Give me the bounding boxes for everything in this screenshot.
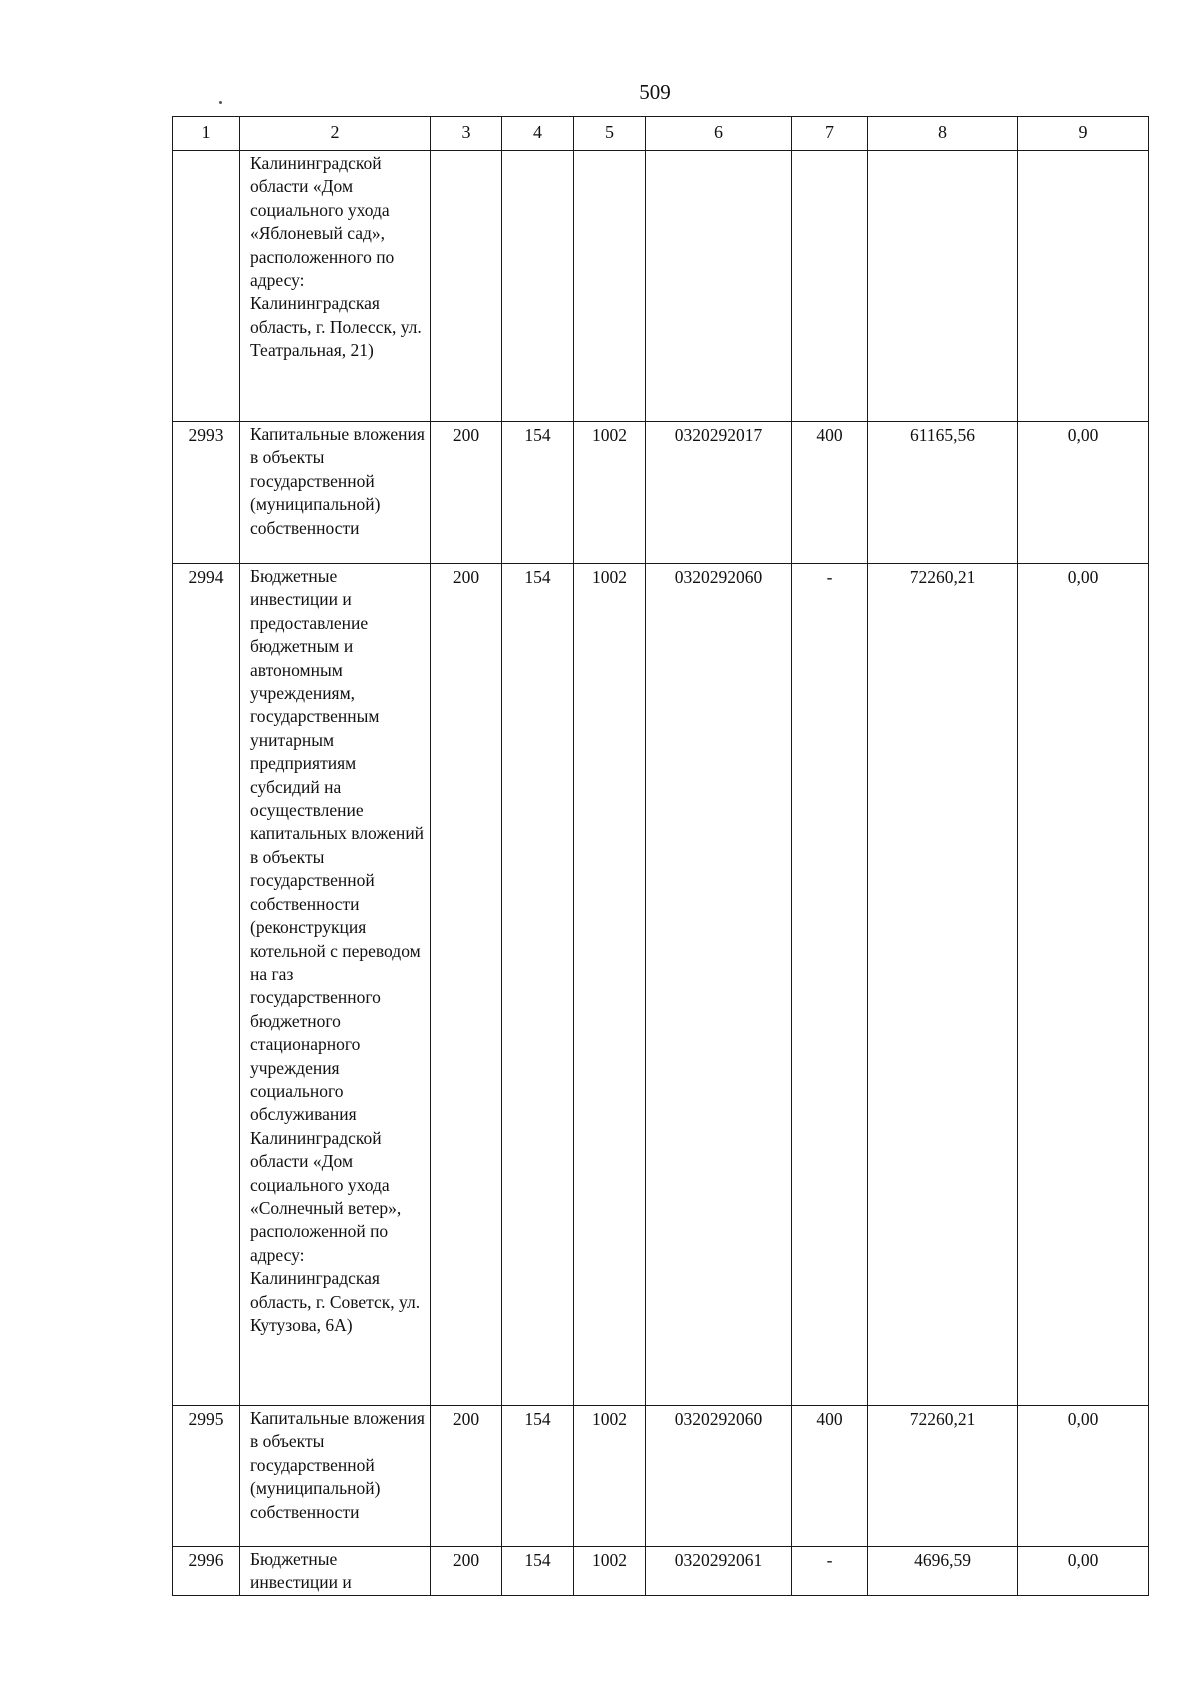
row-number: 2994 (173, 564, 240, 1406)
cell-col3: 200 (431, 1547, 502, 1596)
cell-col6 (646, 151, 792, 422)
page-number: 509 (639, 80, 671, 104)
column-header: 3 (431, 117, 502, 151)
cell-col9: 0,00 (1018, 564, 1149, 1406)
row-number: 2996 (173, 1547, 240, 1596)
cell-col6: 0320292017 (646, 422, 792, 564)
column-header: 1 (173, 117, 240, 151)
cell-col5: 1002 (574, 422, 646, 564)
cell-col4 (502, 151, 574, 422)
cell-col3: 200 (431, 422, 502, 564)
row-name: Бюджетные инвестиции и предоставление бюджетным и автономным учреждениям, государственным унитарным предприятиям субсидий на осуществление капитальных вложений в объекты государственной собственности (реконструкция котельной с переводом на газ государственного бюджетного стационарного учреждения социального обслуживания Калининградской области «Дом социального ухода «Солнечный ветер», расположенной по адресу: Калининградская область, г. Советск, ул. Кутузова, 6А) (240, 564, 431, 1406)
column-header: 2 (240, 117, 431, 151)
cell-col8: 72260,21 (868, 1406, 1018, 1547)
cell-col9: 0,00 (1018, 1547, 1149, 1596)
cell-col9: 0,00 (1018, 422, 1149, 564)
row-number: 2993 (173, 422, 240, 564)
cell-col9 (1018, 151, 1149, 422)
table-row (173, 564, 1149, 1406)
cell-col8: 4696,59 (868, 1547, 1018, 1596)
cell-col5: 1002 (574, 1406, 646, 1547)
cell-col9: 0,00 (1018, 1406, 1149, 1547)
cell-col6: 0320292060 (646, 1406, 792, 1547)
row-name: Бюджетные инвестиции и (240, 1547, 431, 1596)
row-name: Капитальные вложения в объекты государственной (муниципальной) собственности (240, 422, 431, 564)
cell-col4: 154 (502, 422, 574, 564)
cell-col8: 72260,21 (868, 564, 1018, 1406)
cell-col4: 154 (502, 1547, 574, 1596)
table-row (173, 151, 1149, 422)
column-header: 8 (868, 117, 1018, 151)
column-header: 5 (574, 117, 646, 151)
cell-col5: 1002 (574, 564, 646, 1406)
cell-col7: 400 (792, 1406, 868, 1547)
column-header: 9 (1018, 117, 1149, 151)
column-header: 7 (792, 117, 868, 151)
row-name: Капитальные вложения в объекты государственной (муниципальной) собственности (240, 1406, 431, 1547)
row-number (173, 151, 240, 422)
scan-speck (219, 101, 222, 104)
budget-table (172, 116, 1149, 1596)
cell-col8: 61165,56 (868, 422, 1018, 564)
cell-col6: 0320292060 (646, 564, 792, 1406)
cell-col3 (431, 151, 502, 422)
table-row (173, 422, 1149, 564)
cell-col4: 154 (502, 564, 574, 1406)
column-header: 4 (502, 117, 574, 151)
cell-col7 (792, 151, 868, 422)
cell-col7: - (792, 1547, 868, 1596)
table-row (173, 1547, 1149, 1596)
cell-col7: - (792, 564, 868, 1406)
column-header: 6 (646, 117, 792, 151)
cell-col8 (868, 151, 1018, 422)
cell-col7: 400 (792, 422, 868, 564)
cell-col6: 0320292061 (646, 1547, 792, 1596)
cell-col3: 200 (431, 564, 502, 1406)
cell-col3: 200 (431, 1406, 502, 1547)
cell-col5 (574, 151, 646, 422)
table-header (173, 117, 1149, 151)
cell-col4: 154 (502, 1406, 574, 1547)
row-number: 2995 (173, 1406, 240, 1547)
row-name: Калининградской области «Дом социального ухода «Яблоневый сад», расположенного по адресу: Калининградская область, г. Полесск, ул. Театральная, 21) (240, 151, 431, 422)
cell-col5: 1002 (574, 1547, 646, 1596)
table-row (173, 1406, 1149, 1547)
